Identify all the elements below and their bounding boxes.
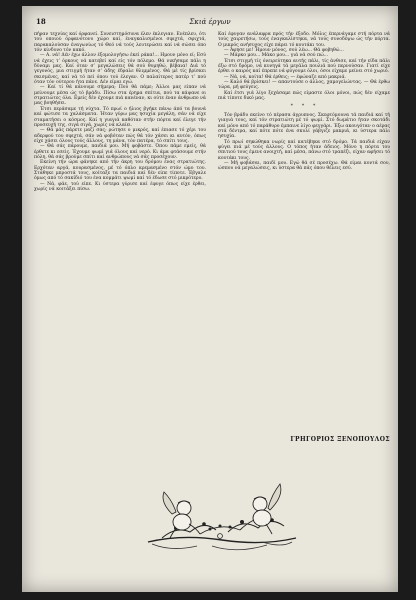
paragraph: Τόν βράδυ εκείνο τό πέρασα άγρυπνος. Σκεφτόμουνα τά παιδιά καί τή γιαγιά τους, καί τόν στρατιώτη μέ τό ψωμί. Στό δωμάτιο ήταν σκοτάδι καί μόνο από τό παράθυρο έμπαινε λίγο φεγγάρι. Έξω ακουγόταν ο αέρας στά δέντρα, καί πότε πότε ένα σκυλί γάβγιζε μακριά, κι ύστερα πάλι ησυχία. xyxy=(218,112,390,140)
paragraph: — Καί τί θά κάνουμε σήμερα; Πού θά πάμε; Άλλοι μας είπαν νά μείνουμε μέσα ώς τό βράδυ. Πίσω στα έρημα σπίτια, πού τα κάψανε οι στρατιώτες όλα. Εμείς δέν έχουμε πιά κανέναν, κι ούτε έναν άνθρωπο νά μας βοηθήσει. xyxy=(34,85,206,107)
paragraph: — Νά, νά, κοίτα! Θά έρθεις; — έφώναζε από μακριά. xyxy=(224,74,346,80)
page-number: 18 xyxy=(36,17,46,26)
cherub-vignette-illustration xyxy=(142,472,302,558)
paragraph: — Θά μάς πάρετε μαζί σας; ρώτησε ο μικρός, καί έπιασε τό χέρι του αδερφού του σφιχτά, σάν νά φοβόταν πώς θά τόν χάσει κι αυτόν, όπως είχε χάσει όλους τούς άλλους, τη μάνα, τόν πατέρα, τό σπίτι τους. xyxy=(34,128,206,144)
paragraph: — Μή φοβάσαι, παιδί μου. Εγώ θά σέ προσέχω. Θά είμαι κοντά σου, ώσπου νά μεγαλώσεις, κι ύστερα θά πάς όπου θέλεις εσύ. xyxy=(218,160,390,172)
left-cherub xyxy=(163,492,200,538)
book-page xyxy=(22,6,398,592)
paragraph: Έτσι στιγμή τίς όνειρεύτηκα αυτής πάλι, τίς άνθισε, καί τήν είδα πάλι έξω στό δρόμο, νά κυνηγά τά μεγάλα πουλιά πού περνούσαν. Γιατί είχε έρθει ο καιρός καί έπρεπε νά φύγουμε όλοι, όσοι είχαμε μείνει στό χωριό. xyxy=(218,58,390,75)
paragraph: — Άφησε με! Ήμουν μόνος, σού λέω... Θά φοβηθώ... xyxy=(224,48,344,54)
page-header xyxy=(36,16,384,28)
section-divider: * * * xyxy=(290,104,318,110)
paragraph: Εκείνη τήν ώρα φάνηκε από τήν άκρη του δρόμου ένας στρατιώτης. Ερχόταν αργά, κουρασμένος, μέ τό όπλο κρεμασμένο στόν ώμο του. Στάθηκε μπροστά τους, κοίταξε τα παιδιά καί δέν είπε τίποτε. Έβγαλε όμως από τό σακίδιό του ένα κομμάτι ψωμί καί τό έδωσε στό μικρότερο. xyxy=(34,160,206,182)
author-signature: ΓΡΗΓΟΡΙΟΣ ΞΕΝΟΠΟΥΛΟΣ xyxy=(290,436,390,443)
paragraph: Καί έτσι γιά λίγο ξεχάσαμε πώς είμαστε όλοι μόνοι, πώς δέν είχαμε πιά τίποτε δικό μας. xyxy=(218,90,390,102)
paragraph: Έτσι περάσαμε τή νύχτα. Τό πρωί ο ήλιος βγήκε πάνω άπό τα βουνά καί φώτισε τα χαλάσματα. Ήταν γύρω μας ησυχία μεγάλη, σάν νά είχε σταματήσει ο κόσμος. Καί η γιαγιά καθόταν στήν πόρτα καί έλεγε τήν προσευχή της, σιγά σιγά, χωρίς νά κλαίει. xyxy=(34,106,206,128)
paragraph: πήραν τεχνίας καί όρφανεί. Συνειστημόσυνα έλεν έκλεγιαν. Ενέπλευ, ότι τού οποιού όρφανότονυ χώρο καί, έναγκαλισμένοι σφιχτά, σφιχτά, παρακαλούσαν έναγωνίως τό Θεό νά τούς λευτερώσει καί νά σώσει όπο τόν κίνδυνο τόν κακό. xyxy=(34,32,206,54)
paragraph: Καί έφυγαν ανάλαφρα πρός τήν έξοδο. Μόλις έπερνάγαμε στή πόρτα νά τούς χαιρετήσω, τούς έναγκαλίστηκα, νά τούς συνοδέψω ώς τήν πόρτα. Ο μικρός ανήσυχος είχε πάρει τό κουτάκι του. xyxy=(218,32,390,48)
paragraph: — Καλό θά βρίσκει! — απαντούσε ο άλλος, χαμογελώντας. — Θά έρθω τώρα, μή φεύγεις. xyxy=(218,80,390,91)
paragraph: — Α. νά! Δέν έχω άλλον έξομολογήσω έκεί ράκα!... Ημουν μόνο εί; Εσύ νά έχεις τ’ όρκους νά κατεβεί καί είς τόν πόλεμο. Θά νικήσαμε πάλι η δύναμι μας. Καί όταν σ’ μεγαλώσεις θά σού θυμηθώ, βέβαια! Διά τό γεγονός, μια στιγμή ήταν σ’ άδης έδραλε θλιμμένος. Θά μέ τίς βρίσκει σκισμένες, καί νά τό πεί όπου τού έλεγαν. Ο παλαίτερος πατέρ τ’ πού όταν τόν ούτερου ήτα πάνε. Δέν είμαι εγώ. xyxy=(34,53,206,86)
right-column xyxy=(218,32,390,432)
running-head: Σκιά έργων xyxy=(189,18,231,26)
paragraph: — Νά, φάε, τού είπε. Κι ύστερα γύρισε καί έφυγε όπως είχε έρθει, χωρίς νά κοιτάξει πίσω. xyxy=(34,181,206,192)
right-cherub xyxy=(240,484,281,534)
paragraph: Τό πρωί σηκώθηκα νωρίς καί κατέβηκα στό δρόμο. Τά παιδιά είχαν φύγει πιά μέ τούς άλλους. Ο τόπος ήταν άδειος. Μόνο η πόρτα του σπιτιού τους έμενε ανοιχτή, καί μέσα, πάνω στό τραπέζι, είχαν αφήσει τό κουτάκι τους. xyxy=(218,139,390,161)
paragraph: — Θά σάς πάρουμε, παιδιά μου. Μή φοβάστε. Όπου πάμε εμείς, θά έρθετε κι εσείς. Έχουμε ψωμί γιά όλους καί νερό. Κι άμα φτάσουμε στήν πόλη, θά σάς βρούμε σπίτι καί ανθρώπους νά σάς προσέχουν. xyxy=(34,144,206,160)
paragraph: — Μάρκο μου... Μάκο μου... γιά νά σού πώ... xyxy=(224,53,329,59)
